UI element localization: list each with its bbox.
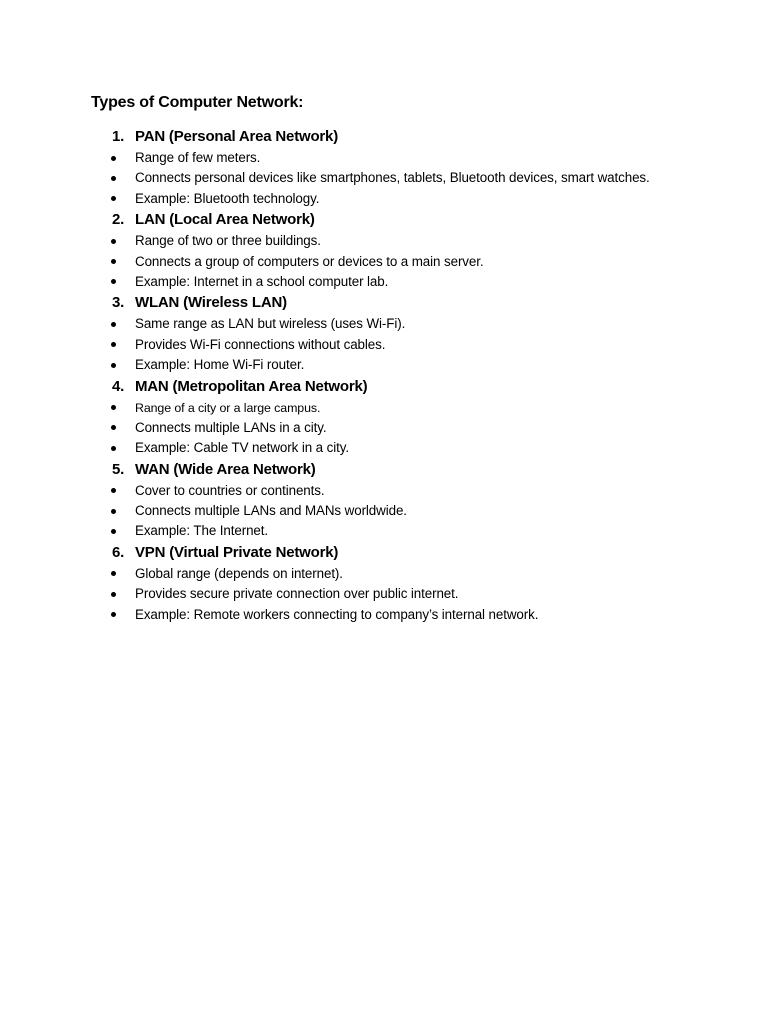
bullet-icon	[111, 239, 116, 244]
section-heading-label: WLAN (Wireless LAN)	[135, 294, 287, 312]
network-type-section	[0, 376, 768, 459]
section-number: 5.	[112, 460, 125, 478]
list-item-text: Cover to countries or continents.	[135, 482, 325, 498]
section-heading-label: WAN (Wide Area Network)	[135, 460, 316, 478]
section-number: 2.	[112, 211, 125, 229]
network-type-section	[0, 542, 768, 625]
list-item	[0, 418, 768, 438]
list-item	[0, 481, 768, 501]
list-item-text: Example: Remote workers connecting to company’s internal network.	[135, 606, 539, 622]
section-heading-label: VPN (Virtual Private Network)	[135, 543, 339, 561]
list-item	[0, 355, 768, 375]
list-item-text: Connects multiple LANs in a city.	[135, 419, 327, 435]
list-item-text: Connects personal devices like smartphones, tablets, Bluetooth devices, smart watches.	[135, 170, 650, 186]
list-item-text: Provides Wi-Fi connections without cables.	[135, 336, 386, 352]
list-item	[0, 272, 768, 292]
list-item-text: Example: Cable TV network in a city.	[135, 440, 349, 456]
bullet-list	[0, 564, 768, 625]
list-item-text: Example: Home Wi-Fi router.	[135, 357, 305, 373]
bullet-icon	[111, 488, 116, 493]
list-item-text: Connects multiple LANs and MANs worldwide.	[135, 503, 407, 519]
network-type-section	[0, 459, 768, 542]
section-number: 4.	[112, 377, 125, 395]
section-number: 3.	[112, 294, 125, 312]
network-type-section	[0, 209, 768, 292]
bullet-icon	[111, 529, 116, 534]
network-type-section	[0, 126, 768, 209]
network-type-section	[0, 292, 768, 375]
list-item-text: Range of a city or a large campus.	[135, 400, 321, 415]
bullet-icon	[111, 196, 116, 201]
bullet-icon	[111, 342, 116, 347]
section-heading	[0, 292, 768, 314]
section-number: 1.	[112, 128, 125, 145]
bullet-list	[0, 481, 768, 542]
list-item	[0, 168, 768, 188]
bullet-icon	[111, 405, 116, 410]
section-heading	[0, 459, 768, 481]
section-heading	[0, 209, 768, 231]
section-heading	[0, 376, 768, 398]
list-item	[0, 501, 768, 521]
bullet-list	[0, 148, 768, 209]
list-item-text: Global range (depends on internet).	[135, 565, 343, 581]
bullet-icon	[111, 509, 116, 514]
list-item	[0, 564, 768, 584]
list-item	[0, 231, 768, 251]
list-item-text: Example: Bluetooth technology.	[135, 190, 320, 206]
list-item	[0, 314, 768, 334]
list-item	[0, 438, 768, 458]
list-item	[0, 189, 768, 209]
bullet-icon	[111, 446, 116, 451]
list-item-text: Example: Internet in a school computer lab.	[135, 273, 389, 289]
list-item-text: Provides secure private connection over public internet.	[135, 586, 459, 602]
bullet-list	[0, 231, 768, 292]
bullet-icon	[111, 425, 116, 430]
bullet-icon	[111, 363, 116, 368]
section-heading-label: PAN (Personal Area Network)	[135, 128, 338, 145]
section-heading-label: LAN (Local Area Network)	[135, 211, 315, 229]
bullet-icon	[111, 259, 116, 264]
bullet-icon	[111, 156, 116, 161]
section-heading	[0, 542, 768, 564]
list-item	[0, 398, 768, 418]
network-types-list	[0, 126, 768, 625]
list-item-text: Range of few meters.	[135, 150, 261, 165]
section-heading	[0, 126, 768, 148]
bullet-icon	[111, 612, 116, 617]
bullet-icon	[111, 176, 116, 181]
list-item	[0, 148, 768, 168]
list-item	[0, 605, 768, 625]
bullet-icon	[111, 322, 116, 327]
list-item	[0, 584, 768, 604]
list-item	[0, 521, 768, 541]
bullet-icon	[111, 279, 116, 284]
section-number: 6.	[112, 543, 125, 561]
list-item	[0, 252, 768, 272]
list-item-text: Connects a group of computers or devices to a main server.	[135, 253, 484, 269]
list-item-text: Example: The Internet.	[135, 523, 269, 539]
list-item	[0, 335, 768, 355]
document-title: Types of Computer Network:	[91, 94, 304, 111]
bullet-icon	[111, 592, 116, 597]
list-item-text: Range of two or three buildings.	[135, 233, 321, 249]
bullet-list	[0, 314, 768, 375]
bullet-list	[0, 398, 768, 459]
section-heading-label: MAN (Metropolitan Area Network)	[135, 377, 368, 395]
list-item-text: Same range as LAN but wireless (uses Wi-Fi).	[135, 316, 406, 332]
bullet-icon	[111, 571, 116, 576]
